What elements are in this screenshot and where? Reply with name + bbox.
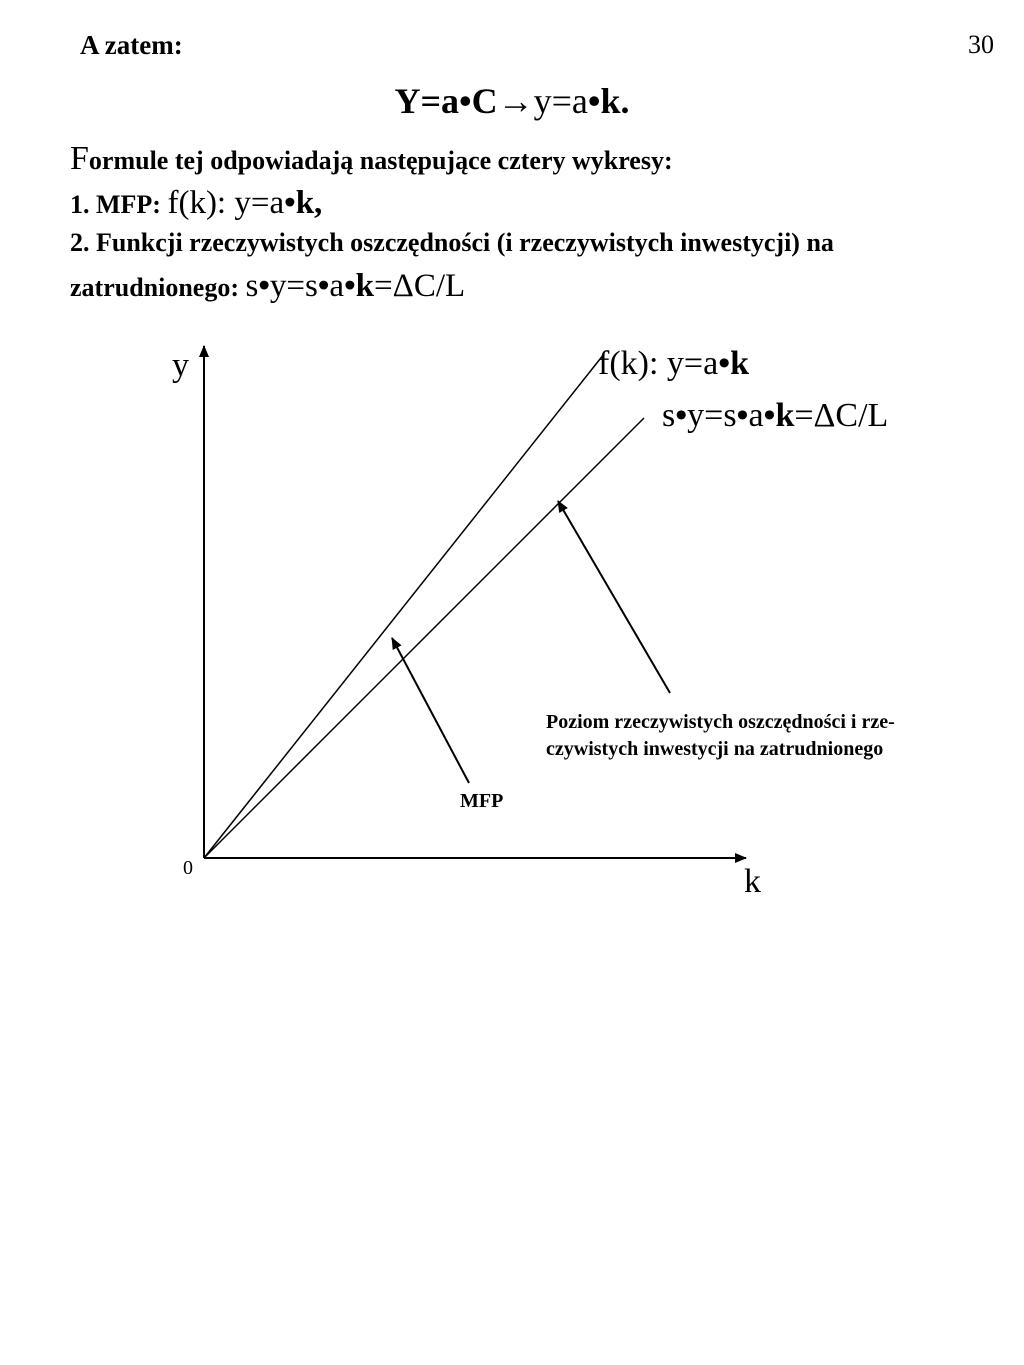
bullet-dot: • (675, 397, 688, 434)
savings-pointer-arrow (558, 501, 670, 693)
item-2-line-1: 2. Funkcji rzeczywistych oszczędności (i rzeczywistych inwestycji) na (70, 228, 834, 257)
item-1-label: 1. MFP: (70, 190, 161, 219)
formula-part: =ΔC/L (374, 268, 466, 304)
savings-annotation-line-1: Poziom rzeczywistych oszczędności i rze- (546, 711, 895, 733)
bullet-dot: • (344, 268, 356, 304)
bullet-dot: • (258, 268, 270, 304)
formula-part: a (329, 268, 345, 304)
formula-k: k (730, 345, 750, 382)
mfp-annotation: MFP (460, 790, 504, 812)
intro-rest: ormule tej odpowiadają następujące cztery wykresy: (88, 146, 673, 175)
x-axis-label: k (744, 863, 761, 900)
bullet-dot: • (718, 345, 731, 382)
formula-part: →y=a (497, 81, 588, 121)
intro-first-letter: F (70, 140, 89, 177)
page-number: 30 (968, 30, 994, 59)
item-1-k: k, (295, 185, 323, 221)
item-2-label: zatrudnionego: (70, 273, 239, 302)
bullet-dot: • (736, 397, 749, 434)
savings-annotation-line-2: czywistych inwestycji na zatrudnionego (546, 738, 884, 760)
bullet-dot: • (284, 185, 296, 221)
origin-label: 0 (183, 857, 193, 879)
formula-k: k (355, 268, 374, 304)
formula-part: k. (600, 81, 630, 121)
formula-part: y=s (269, 268, 318, 304)
s-line-label (662, 397, 888, 434)
formula-part: s (245, 268, 259, 304)
bullet-dot: • (458, 81, 472, 121)
bullet-dot: • (317, 268, 330, 304)
formula-part: C (471, 81, 498, 121)
item-1-formula: f(k): y=a (167, 185, 285, 221)
bullet-dot: • (763, 397, 776, 434)
y-axis-label: y (172, 347, 189, 384)
formula-part: Y=a (394, 81, 459, 121)
f-line-label (598, 345, 749, 382)
formula-part: a (748, 397, 764, 434)
formula-part: s (662, 397, 676, 434)
page-heading: A zatem: (80, 30, 183, 60)
savings-line (204, 418, 644, 858)
formula-part: f(k): y=a (598, 345, 719, 382)
mfp-line (204, 354, 604, 858)
bullet-dot: • (587, 81, 601, 121)
mfp-pointer-arrow (392, 638, 469, 783)
formula-k: k (775, 397, 795, 434)
formula-part: y=s (687, 397, 737, 434)
formula-part: =ΔC/L (794, 397, 889, 434)
